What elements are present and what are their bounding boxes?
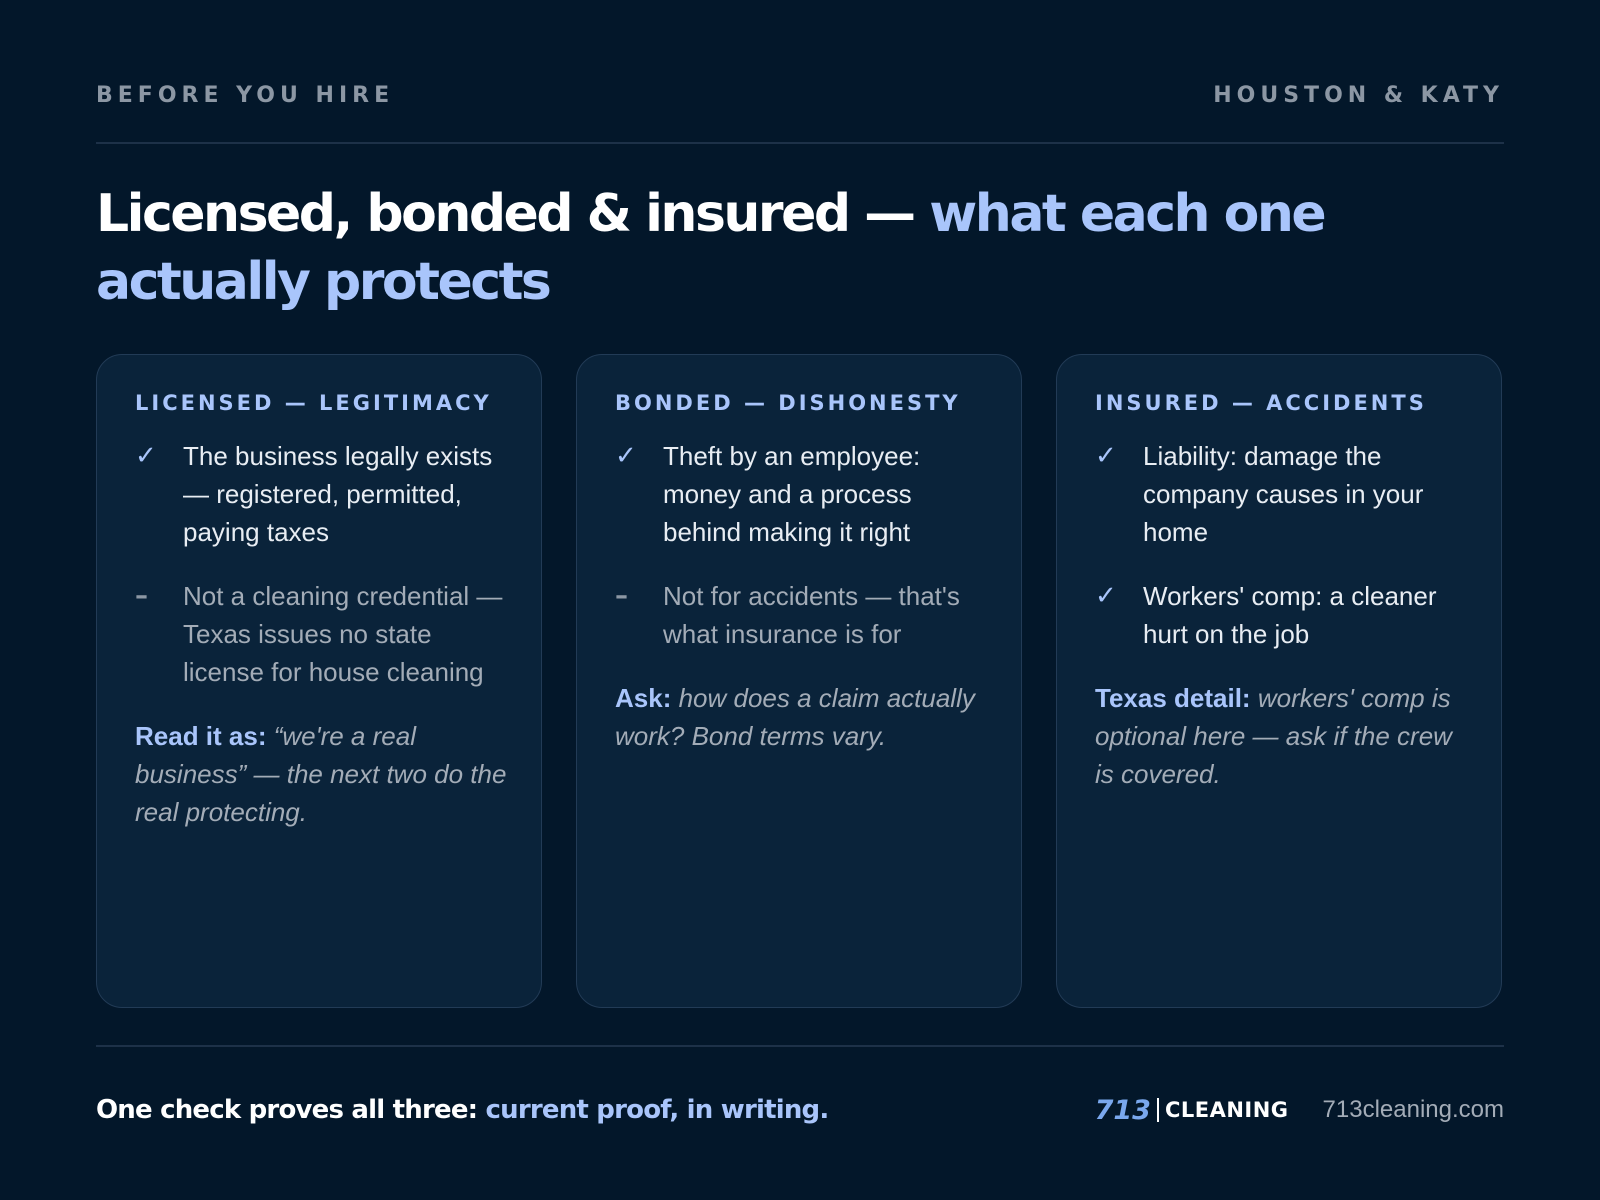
item-text: Liability: damage the company causes in your home xyxy=(1143,441,1424,547)
dash-icon: – xyxy=(135,581,148,611)
card-insured xyxy=(1056,354,1502,1008)
note-lead: Ask: xyxy=(615,683,672,713)
page-title xyxy=(96,180,1516,316)
list-item xyxy=(615,437,993,551)
eyebrow-left: BEFORE YOU HIRE xyxy=(96,82,395,108)
top-divider xyxy=(96,142,1504,144)
list-item xyxy=(135,577,513,691)
tagline-accent: current proof, in writing. xyxy=(485,1095,829,1125)
check-icon: ✓ xyxy=(1095,581,1117,611)
item-text: Not a cleaning credential — Texas issues no state license for house cleaning xyxy=(183,581,503,687)
footer-tagline xyxy=(96,1095,828,1125)
logo-wordmark: CLEANING xyxy=(1164,1098,1289,1122)
check-icon: ✓ xyxy=(1095,441,1117,471)
check-icon: ✓ xyxy=(615,441,637,471)
check-icon: ✓ xyxy=(135,441,157,471)
list-item xyxy=(1095,577,1473,653)
eyebrow-right: HOUSTON & KATY xyxy=(1213,82,1504,108)
item-text: Not for accidents — that's what insurance is for xyxy=(663,581,960,649)
card-grid xyxy=(96,354,1504,1010)
note-body: “we're a real business” — the next two do the real protecting. xyxy=(135,721,507,827)
item-text: The business legally exists — registered, permitted, paying taxes xyxy=(183,441,493,547)
card-licensed xyxy=(96,354,542,1008)
dash-icon: – xyxy=(615,581,628,611)
card-bonded xyxy=(576,354,1022,1008)
item-text: Theft by an employee: money and a process behind making it right xyxy=(663,441,921,547)
item-text: Workers' comp: a cleaner hurt on the job xyxy=(1143,581,1437,649)
list-item xyxy=(615,577,993,653)
title-accent: what each one actually protects xyxy=(96,184,1325,312)
brand-logo xyxy=(1095,1095,1289,1126)
list-item xyxy=(135,437,513,551)
footer-brand xyxy=(1095,1095,1504,1126)
card-note xyxy=(1095,679,1473,793)
title-main: Licensed, bonded & insured — xyxy=(96,184,930,244)
infographic-page xyxy=(96,0,1504,1200)
logo-divider xyxy=(1157,1098,1159,1122)
website-url: 713cleaning.com xyxy=(1322,1096,1504,1123)
note-body: workers' comp is optional here — ask if the crew is covered. xyxy=(1095,683,1452,789)
footer xyxy=(96,1090,1504,1130)
card-title: INSURED — ACCIDENTS xyxy=(1095,391,1427,415)
note-body: how does a claim actually work? Bond terms vary. xyxy=(615,683,975,751)
card-title: LICENSED — LEGITIMACY xyxy=(135,391,492,415)
card-note xyxy=(615,679,993,755)
bottom-divider xyxy=(96,1045,1504,1047)
note-lead: Read it as: xyxy=(135,721,267,751)
logo-number: 713 xyxy=(1094,1094,1151,1126)
list-item xyxy=(1095,437,1473,551)
card-note xyxy=(135,717,513,831)
tagline-lead: One check proves all three: xyxy=(96,1095,486,1125)
note-lead: Texas detail: xyxy=(1095,683,1251,713)
card-title: BONDED — DISHONESTY xyxy=(615,391,961,415)
top-bar xyxy=(96,80,1504,110)
